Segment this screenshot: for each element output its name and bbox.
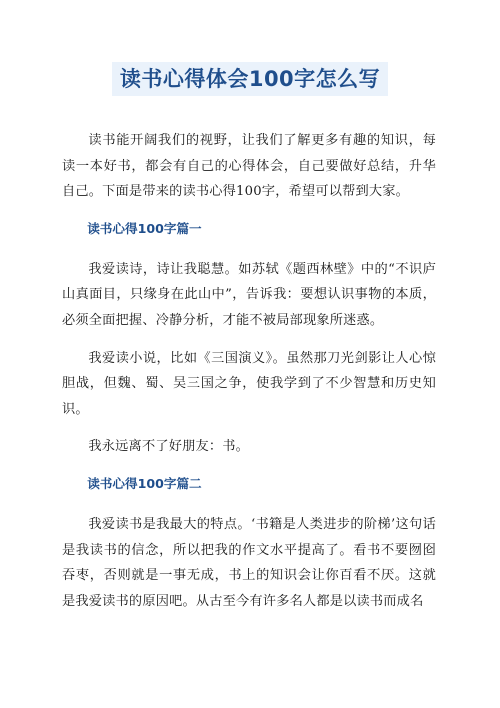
section-heading-1: 读书心得100字篇一: [87, 220, 202, 236]
document-title: 读书心得体会100字怎么写: [112, 62, 388, 96]
section1-paragraph-3: 我永远离不了好朋友：书。: [88, 439, 250, 455]
section2-paragraph-1: 我爱读书是我最大的特点。‘书籍是人类进步的阶梯’这句话是我读书的信念，所以把我的作文水平提高了。看书不要囫囵吞枣，否则就是一事无成，书上的知识会让你百看不厌。这就是我爱读书的原因吧。从古至今有许多名人都是以读书而成名: [62, 516, 436, 609]
title-container: [0, 62, 500, 96]
section1-paragraph-1: 我爱读诗，诗让我聪慧。如苏轼《题西林壁》中的“不识庐山真面目，只缘身在此山中”，告诉我：要想认识事物的本质，必须全面把握、冷静分析，才能不被局部现象所迷惑。: [62, 261, 436, 328]
document-body: [62, 128, 436, 626]
section-heading-2: 读书心得100字篇二: [87, 475, 202, 491]
intro-paragraph: 读书能开阔我们的视野，让我们了解更多有趣的知识，每读一本好书，都会有自己的心得体会，自己要做好总结，升华自己。下面是带来的读书心得100字，希望可以帮到大家。: [62, 133, 436, 200]
section1-paragraph-2: 我爱读小说，比如《三国演义》。虽然那刀光剑影让人心惊胆战，但魏、蜀、吴三国之争，使我学到了不少智慧和历史知识。: [62, 350, 436, 417]
